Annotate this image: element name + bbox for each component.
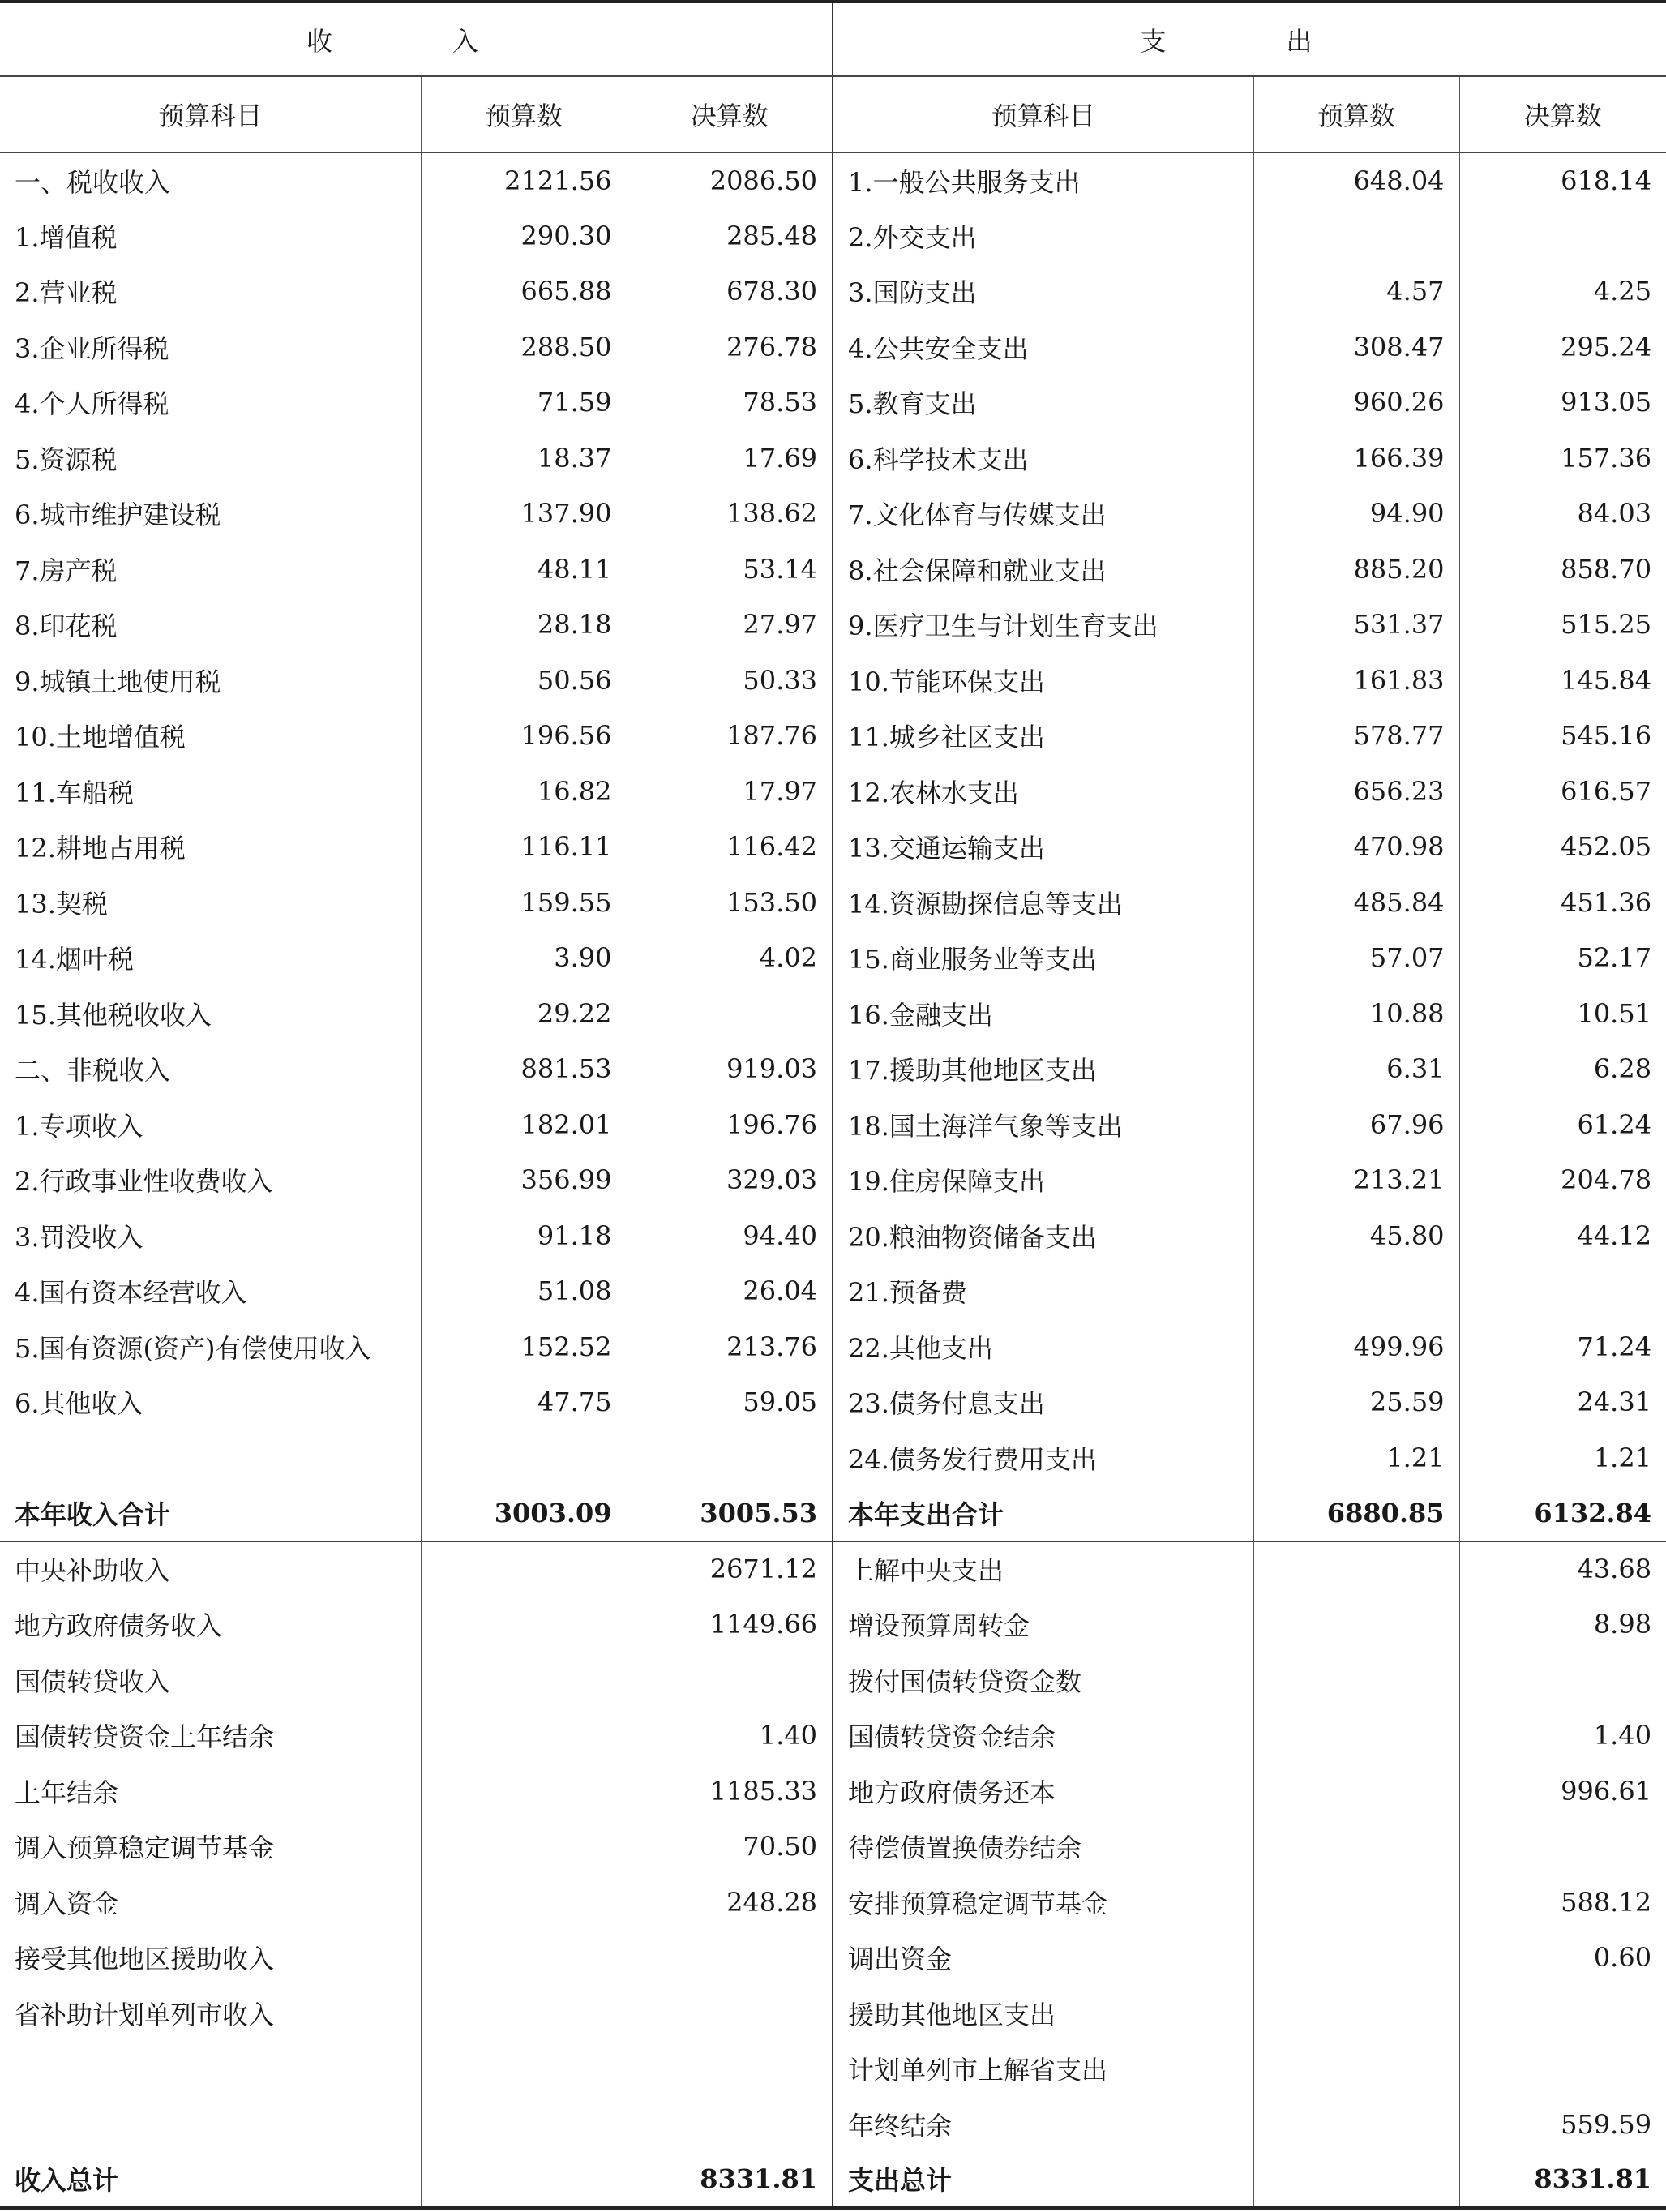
income-final-value — [627, 1986, 833, 2042]
expenditure-budget-value: 213.21 — [1253, 1152, 1459, 1208]
table-row — [0, 597, 1666, 653]
income-item: 本年收入合计 — [0, 1485, 421, 1541]
expenditure-budget-value: 161.83 — [1253, 653, 1459, 709]
income-final-value: 4.02 — [627, 930, 833, 986]
expenditure-item: 7.文化体育与传媒支出 — [833, 486, 1253, 542]
income-item: 14.烟叶税 — [0, 930, 421, 986]
income-budget-value: 29.22 — [421, 986, 627, 1042]
expenditure-budget-value: 94.90 — [1253, 486, 1459, 542]
income-budget-value: 28.18 — [421, 597, 627, 653]
income-budget-value — [421, 1597, 627, 1653]
expenditure-budget-value: 6.31 — [1253, 1041, 1459, 1097]
expenditure-final-value: 71.24 — [1577, 1331, 1652, 1362]
income-budget-value: 71.59 — [421, 375, 627, 431]
income-final-value — [627, 986, 833, 1042]
expenditure-section-header: 支 出 — [833, 2, 1666, 76]
income-item — [0, 1430, 421, 1486]
income-budget-value: 152.52 — [421, 1319, 627, 1375]
expenditure-budget-value — [1253, 1986, 1459, 2042]
income-budget-value — [421, 1764, 627, 1820]
expenditure-budget-value — [1253, 1541, 1459, 1597]
expenditure-item: 支出总计 — [833, 2152, 1253, 2208]
income-item: 15.其他税收收入 — [0, 986, 421, 1042]
table-row — [0, 1875, 1666, 1931]
expenditure-final-value: 515.25 — [1561, 609, 1652, 641]
income-budget-value: 3.90 — [421, 930, 627, 986]
table-row — [0, 1597, 1666, 1653]
expenditure-budget-value — [1253, 1263, 1459, 1319]
income-budget-value: 116.11 — [421, 819, 627, 875]
income-item: 接受其他地区援助收入 — [0, 1930, 421, 1986]
income-final-value: 678.30 — [627, 264, 833, 319]
table-row — [0, 930, 1666, 986]
income-budget-value: 47.75 — [421, 1374, 627, 1430]
expenditure-budget-value: 45.80 — [1253, 1208, 1459, 1264]
expenditure-budget-value — [1253, 208, 1459, 264]
income-final-value: 187.76 — [627, 708, 833, 764]
income-item: 8.印花税 — [0, 597, 421, 653]
income-budget-value: 196.56 — [421, 708, 627, 764]
expenditure-final-header: 决算数 — [1459, 76, 1666, 152]
table-row — [0, 708, 1666, 764]
income-budget-value — [421, 1930, 627, 1986]
expenditure-item: 9.医疗卫生与计划生育支出 — [833, 597, 1253, 653]
income-item: 1.增值税 — [0, 208, 421, 264]
expenditure-final-value: 452.05 — [1561, 831, 1652, 863]
income-budget-value: 182.01 — [421, 1097, 627, 1153]
income-final-value: 2671.12 — [627, 1541, 833, 1597]
expenditure-budget-value: 470.98 — [1253, 819, 1459, 875]
income-final-value: 17.97 — [627, 764, 833, 820]
table-row — [0, 2097, 1666, 2153]
expenditure-item: 16.金融支出 — [833, 986, 1253, 1042]
expenditure-final-value: 616.57 — [1561, 775, 1652, 807]
expenditure-final-value: 1.21 — [1593, 1442, 1652, 1473]
income-budget-value: 137.90 — [421, 486, 627, 542]
income-final-value: 196.76 — [627, 1097, 833, 1153]
income-item: 1.专项收入 — [0, 1097, 421, 1153]
expenditure-budget-value: 1.21 — [1253, 1430, 1459, 1486]
expenditure-budget-value: 67.96 — [1253, 1097, 1459, 1153]
income-final-value — [627, 2097, 833, 2153]
income-budget-value: 16.82 — [421, 764, 627, 820]
expenditure-final-value: 44.12 — [1577, 1220, 1652, 1251]
table-row — [0, 486, 1666, 542]
expenditure-item: 6.科学技术支出 — [833, 431, 1253, 487]
income-budget-value: 48.11 — [421, 542, 627, 598]
total-row — [0, 1485, 1666, 1541]
income-final-value: 1.40 — [627, 1708, 833, 1764]
income-budget-value — [421, 1819, 627, 1875]
expenditure-budget-value — [1253, 2097, 1459, 2153]
table-row — [0, 1930, 1666, 1986]
table-row — [0, 1152, 1666, 1208]
table-row — [0, 1430, 1666, 1486]
table-row — [0, 1319, 1666, 1375]
expenditure-item: 待偿债置换债券结余 — [833, 1819, 1253, 1875]
income-budget-value: 2121.56 — [421, 152, 627, 208]
income-final-value: 1149.66 — [627, 1597, 833, 1653]
expenditure-final-value — [1459, 208, 1666, 264]
expenditure-budget-value: 4.57 — [1253, 264, 1459, 319]
expenditure-budget-value: 499.96 — [1253, 1319, 1459, 1375]
table-row — [0, 1986, 1666, 2042]
expenditure-item: 调出资金 — [833, 1930, 1253, 1986]
expenditure-final-value: 4.25 — [1593, 276, 1652, 307]
income-final-value: 1185.33 — [627, 1764, 833, 1820]
income-budget-header: 预算数 — [421, 76, 627, 152]
income-item: 2.行政事业性收费收入 — [0, 1152, 421, 1208]
table-row — [0, 1764, 1666, 1820]
income-item: 13.契税 — [0, 875, 421, 931]
expenditure-final-value: 52.17 — [1577, 942, 1652, 974]
expenditure-budget-value — [1253, 1708, 1459, 1764]
income-item: 中央补助收入 — [0, 1541, 421, 1597]
column-header-row — [0, 76, 1666, 152]
table-row — [0, 1708, 1666, 1764]
income-item: 3.罚没收入 — [0, 1208, 421, 1264]
expenditure-item: 增设预算周转金 — [833, 1597, 1253, 1653]
expenditure-item: 17.援助其他地区支出 — [833, 1041, 1253, 1097]
expenditure-budget-value — [1253, 2041, 1459, 2097]
income-item: 11.车船税 — [0, 764, 421, 820]
expenditure-final-value: 0.60 — [1593, 1942, 1652, 1974]
table-row — [0, 1041, 1666, 1097]
expenditure-budget-value: 485.84 — [1253, 875, 1459, 931]
expenditure-budget-value — [1253, 2152, 1459, 2208]
income-item: 10.土地增值税 — [0, 708, 421, 764]
expenditure-final-value — [1459, 2041, 1666, 2097]
total-row — [0, 2152, 1666, 2208]
expenditure-final-value — [1459, 1263, 1666, 1319]
income-item: 收入总计 — [0, 2152, 421, 2208]
income-budget-value: 290.30 — [421, 208, 627, 264]
expenditure-budget-value: 57.07 — [1253, 930, 1459, 986]
expenditure-final-value: 996.61 — [1561, 1775, 1652, 1807]
expenditure-final-value: 43.68 — [1577, 1554, 1652, 1585]
expenditure-subject-header: 预算科目 — [833, 76, 1253, 152]
expenditure-budget-value: 578.77 — [1253, 708, 1459, 764]
expenditure-budget-value: 656.23 — [1253, 764, 1459, 820]
expenditure-item: 年终结余 — [833, 2097, 1253, 2153]
income-final-value: 248.28 — [627, 1875, 833, 1931]
table-row — [0, 1097, 1666, 1153]
expenditure-final-value: 8331.81 — [1534, 2163, 1652, 2195]
table-row — [0, 375, 1666, 431]
income-final-value — [627, 1430, 833, 1486]
expenditure-item: 10.节能环保支出 — [833, 653, 1253, 709]
income-item — [0, 2097, 421, 2153]
table-row — [0, 152, 1666, 208]
income-final-value: 53.14 — [627, 542, 833, 598]
expenditure-final-value: 1.40 — [1593, 1720, 1652, 1751]
expenditure-item: 18.国土海洋气象等支出 — [833, 1097, 1253, 1153]
expenditure-final-value: 545.16 — [1561, 720, 1652, 752]
income-item: 3.企业所得税 — [0, 319, 421, 375]
expenditure-final-value: 588.12 — [1561, 1886, 1652, 1918]
expenditure-final-value: 559.59 — [1561, 2108, 1652, 2140]
table-row — [0, 764, 1666, 820]
income-item: 2.营业税 — [0, 264, 421, 319]
income-budget-value: 91.18 — [421, 1208, 627, 1264]
income-final-value: 59.05 — [627, 1374, 833, 1430]
income-budget-value: 50.56 — [421, 653, 627, 709]
income-item: 调入资金 — [0, 1875, 421, 1931]
income-final-value: 8331.81 — [627, 2152, 833, 2208]
income-budget-value — [421, 1708, 627, 1764]
expenditure-budget-header: 预算数 — [1253, 76, 1459, 152]
expenditure-budget-value — [1253, 1819, 1459, 1875]
expenditure-item: 本年支出合计 — [833, 1485, 1253, 1541]
expenditure-item: 24.债务发行费用支出 — [833, 1430, 1253, 1486]
expenditure-item: 1.一般公共服务支出 — [833, 152, 1253, 208]
income-subject-header: 预算科目 — [0, 76, 421, 152]
income-final-value: 276.78 — [627, 319, 833, 375]
expenditure-budget-value: 648.04 — [1253, 152, 1459, 208]
income-budget-value — [421, 1541, 627, 1597]
expenditure-final-value: 913.05 — [1561, 387, 1652, 418]
expenditure-final-value: 204.78 — [1561, 1164, 1652, 1196]
income-final-value: 78.53 — [627, 375, 833, 431]
income-item: 二、非税收入 — [0, 1041, 421, 1097]
income-budget-value: 356.99 — [421, 1152, 627, 1208]
expenditure-final-value: 10.51 — [1577, 997, 1652, 1029]
income-final-value: 285.48 — [627, 208, 833, 264]
table-row — [0, 319, 1666, 375]
income-final-value: 116.42 — [627, 819, 833, 875]
expenditure-item: 20.粮油物资储备支出 — [833, 1208, 1253, 1264]
income-budget-value: 18.37 — [421, 431, 627, 487]
expenditure-item: 23.债务付息支出 — [833, 1374, 1253, 1430]
expenditure-item: 12.农林水支出 — [833, 764, 1253, 820]
expenditure-item: 安排预算稳定调节基金 — [833, 1875, 1253, 1931]
expenditure-final-value: 61.24 — [1577, 1108, 1652, 1140]
income-final-value: 70.50 — [627, 1819, 833, 1875]
income-budget-value: 288.50 — [421, 319, 627, 375]
table-row — [0, 875, 1666, 931]
expenditure-budget-value: 531.37 — [1253, 597, 1459, 653]
income-item: 5.资源税 — [0, 431, 421, 487]
table-row — [0, 1819, 1666, 1875]
income-final-value: 919.03 — [627, 1041, 833, 1097]
expenditure-budget-value — [1253, 1764, 1459, 1820]
expenditure-item: 援助其他地区支出 — [833, 1986, 1253, 2042]
expenditure-item: 5.教育支出 — [833, 375, 1253, 431]
expenditure-final-value: 8.98 — [1593, 1609, 1652, 1640]
expenditure-final-value — [1459, 1986, 1666, 2042]
expenditure-item: 2.外交支出 — [833, 208, 1253, 264]
expenditure-item: 21.预备费 — [833, 1263, 1253, 1319]
table-row — [0, 1653, 1666, 1708]
table-row — [0, 1374, 1666, 1430]
income-final-value: 94.40 — [627, 1208, 833, 1264]
expenditure-budget-value — [1253, 1875, 1459, 1931]
expenditure-budget-value: 885.20 — [1253, 542, 1459, 598]
income-item: 国债转贷收入 — [0, 1653, 421, 1708]
expenditure-final-value: 295.24 — [1561, 331, 1652, 362]
table-row — [0, 208, 1666, 264]
income-final-value: 26.04 — [627, 1263, 833, 1319]
income-item: 4.个人所得税 — [0, 375, 421, 431]
income-budget-value — [421, 2097, 627, 2153]
income-budget-value — [421, 1986, 627, 2042]
income-final-header: 决算数 — [627, 76, 833, 152]
table-row — [0, 1541, 1666, 1597]
income-item: 6.城市维护建设税 — [0, 486, 421, 542]
income-final-value — [627, 1653, 833, 1708]
income-final-value: 213.76 — [627, 1319, 833, 1375]
expenditure-budget-value: 960.26 — [1253, 375, 1459, 431]
expenditure-final-value: 618.14 — [1561, 165, 1652, 196]
expenditure-item: 上解中央支出 — [833, 1541, 1253, 1597]
table-row — [0, 819, 1666, 875]
expenditure-item: 14.资源勘探信息等支出 — [833, 875, 1253, 931]
income-final-value: 2086.50 — [627, 152, 833, 208]
income-item: 省补助计划单列市收入 — [0, 1986, 421, 2042]
income-item: 7.房产税 — [0, 542, 421, 598]
table-row — [0, 264, 1666, 319]
expenditure-final-value: 6132.84 — [1459, 1485, 1666, 1541]
expenditure-final-value: 157.36 — [1561, 442, 1652, 474]
income-final-value — [627, 1930, 833, 1986]
expenditure-item: 22.其他支出 — [833, 1319, 1253, 1375]
section-header-row — [0, 2, 1666, 76]
table-row — [0, 542, 1666, 598]
expenditure-item: 3.国防支出 — [833, 264, 1253, 319]
income-item: 一、税收收入 — [0, 152, 421, 208]
expenditure-item: 11.城乡社区支出 — [833, 708, 1253, 764]
expenditure-final-value: 24.31 — [1577, 1387, 1652, 1418]
expenditure-item: 4.公共安全支出 — [833, 319, 1253, 375]
table-row — [0, 653, 1666, 709]
expenditure-item: 8.社会保障和就业支出 — [833, 542, 1253, 598]
income-budget-value — [421, 1875, 627, 1931]
expenditure-item: 国债转贷资金结余 — [833, 1708, 1253, 1764]
table-row — [0, 986, 1666, 1042]
income-item: 9.城镇土地使用税 — [0, 653, 421, 709]
expenditure-item: 13.交通运输支出 — [833, 819, 1253, 875]
expenditure-budget-value — [1253, 1930, 1459, 1986]
expenditure-item: 地方政府债务还本 — [833, 1764, 1253, 1820]
income-final-value: 3005.53 — [627, 1485, 833, 1541]
expenditure-budget-value — [1253, 1653, 1459, 1708]
expenditure-budget-value — [1253, 1597, 1459, 1653]
income-budget-value: 665.88 — [421, 264, 627, 319]
expenditure-item: 15.商业服务业等支出 — [833, 930, 1253, 986]
income-item: 5.国有资源(资产)有偿使用收入 — [0, 1319, 421, 1375]
expenditure-budget-value: 10.88 — [1253, 986, 1459, 1042]
expenditure-final-value: 858.70 — [1561, 553, 1652, 585]
budget-table-body — [0, 152, 1666, 2208]
income-budget-value — [421, 1430, 627, 1486]
income-budget-value: 881.53 — [421, 1041, 627, 1097]
income-budget-value: 3003.09 — [421, 1485, 627, 1541]
expenditure-item: 拨付国债转贷资金数 — [833, 1653, 1253, 1708]
expenditure-final-value: 451.36 — [1561, 886, 1652, 918]
income-final-value — [627, 2041, 833, 2097]
income-item: 调入预算稳定调节基金 — [0, 1819, 421, 1875]
income-item: 上年结余 — [0, 1764, 421, 1820]
income-item: 4.国有资本经营收入 — [0, 1263, 421, 1319]
expenditure-final-value: 145.84 — [1561, 664, 1652, 696]
table-row — [0, 2041, 1666, 2097]
expenditure-budget-value: 166.39 — [1253, 431, 1459, 487]
income-final-value: 17.69 — [627, 431, 833, 487]
income-budget-value — [421, 1653, 627, 1708]
income-section-header: 收 入 — [0, 2, 833, 76]
income-budget-value: 51.08 — [421, 1263, 627, 1319]
expenditure-budget-value: 308.47 — [1253, 319, 1459, 375]
expenditure-budget-value: 6880.85 — [1253, 1485, 1459, 1541]
table-row — [0, 1263, 1666, 1319]
expenditure-final-value — [1459, 1653, 1666, 1708]
income-final-value: 50.33 — [627, 653, 833, 709]
income-final-value: 153.50 — [627, 875, 833, 931]
income-item — [0, 2041, 421, 2097]
expenditure-final-value: 6.28 — [1593, 1053, 1652, 1085]
income-final-value: 138.62 — [627, 486, 833, 542]
expenditure-final-value — [1459, 1819, 1666, 1875]
income-budget-value — [421, 2041, 627, 2097]
expenditure-item: 计划单列市上解省支出 — [833, 2041, 1253, 2097]
income-item: 12.耕地占用税 — [0, 819, 421, 875]
income-item: 国债转贷资金上年结余 — [0, 1708, 421, 1764]
table-row — [0, 431, 1666, 487]
table-row — [0, 1208, 1666, 1264]
income-item: 6.其他收入 — [0, 1374, 421, 1430]
expenditure-final-value: 84.03 — [1577, 498, 1652, 529]
expenditure-item: 19.住房保障支出 — [833, 1152, 1253, 1208]
income-budget-value — [421, 2152, 627, 2208]
income-budget-value: 159.55 — [421, 875, 627, 931]
income-item: 地方政府债务收入 — [0, 1597, 421, 1653]
income-final-value: 27.97 — [627, 597, 833, 653]
income-final-value: 329.03 — [627, 1152, 833, 1208]
expenditure-budget-value: 25.59 — [1253, 1374, 1459, 1430]
